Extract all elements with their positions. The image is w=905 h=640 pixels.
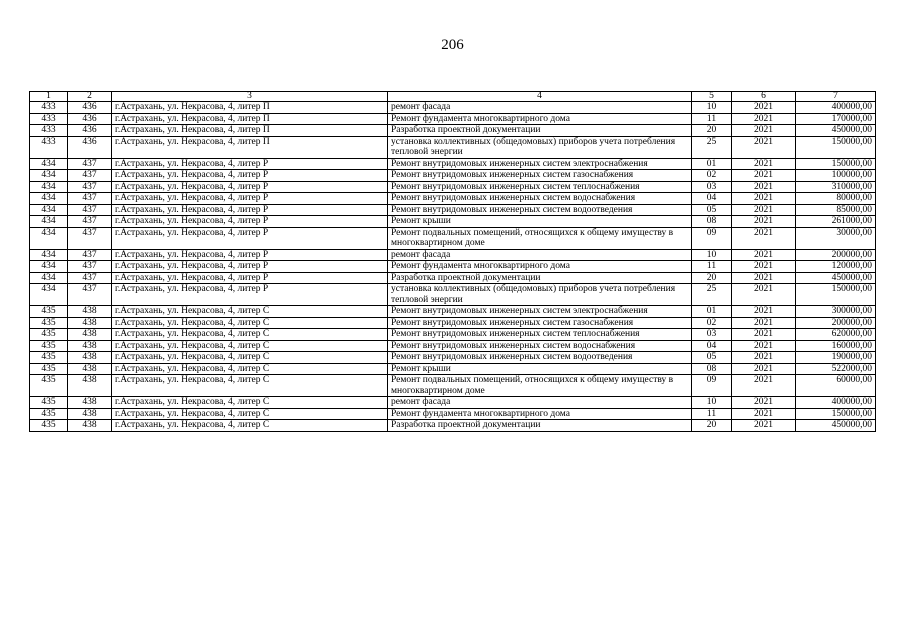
table-row	[30, 125, 876, 137]
column-header: 3	[112, 92, 388, 102]
object-number-cell: 437	[68, 249, 112, 261]
work-code-cell: 11	[692, 408, 732, 420]
address-cell: г.Астрахань, ул. Некрасова, 4, литер С	[112, 352, 388, 364]
object-number-cell: 438	[68, 340, 112, 352]
table-row	[30, 375, 876, 397]
row-number-cell: 434	[30, 272, 68, 284]
object-number-cell: 438	[68, 317, 112, 329]
table-row	[30, 340, 876, 352]
year-cell: 2021	[732, 249, 796, 261]
year-cell: 2021	[732, 136, 796, 158]
object-number-cell: 438	[68, 408, 112, 420]
row-number-cell: 435	[30, 340, 68, 352]
work-code-cell: 02	[692, 170, 732, 182]
address-cell: г.Астрахань, ул. Некрасова, 4, литер Р	[112, 227, 388, 249]
object-number-cell: 437	[68, 181, 112, 193]
year-cell: 2021	[732, 397, 796, 409]
object-number-cell: 436	[68, 125, 112, 137]
object-number-cell: 436	[68, 102, 112, 114]
address-cell: г.Астрахань, ул. Некрасова, 4, литер П	[112, 125, 388, 137]
cost-cell: 150000,00	[796, 284, 876, 306]
work-type-cell: Ремонт внутридомовых инженерных систем теплоснабжения	[388, 329, 692, 341]
year-cell: 2021	[732, 340, 796, 352]
work-type-cell: Ремонт внутридомовых инженерных систем водоотведения	[388, 204, 692, 216]
work-type-cell: установка коллективных (общедомовых) приборов учета потребления тепловой энергии	[388, 284, 692, 306]
work-code-cell: 25	[692, 136, 732, 158]
works-table	[29, 91, 876, 432]
year-cell: 2021	[732, 261, 796, 273]
work-type-cell: Ремонт фундамента многоквартирного дома	[388, 113, 692, 125]
work-code-cell: 09	[692, 227, 732, 249]
year-cell: 2021	[732, 420, 796, 432]
work-type-cell: Ремонт внутридомовых инженерных систем газоснабжения	[388, 317, 692, 329]
cost-cell: 450000,00	[796, 125, 876, 137]
address-cell: г.Астрахань, ул. Некрасова, 4, литер П	[112, 102, 388, 114]
row-number-cell: 434	[30, 216, 68, 228]
cost-cell: 522000,00	[796, 363, 876, 375]
year-cell: 2021	[732, 193, 796, 205]
work-type-cell: ремонт фасада	[388, 397, 692, 409]
object-number-cell: 436	[68, 136, 112, 158]
object-number-cell: 437	[68, 193, 112, 205]
work-type-cell: Ремонт крыши	[388, 363, 692, 375]
row-number-cell: 433	[30, 102, 68, 114]
row-number-cell: 435	[30, 329, 68, 341]
row-number-cell: 434	[30, 181, 68, 193]
column-header: 4	[388, 92, 692, 102]
work-type-cell: Ремонт фундамента многоквартирного дома	[388, 408, 692, 420]
column-header: 1	[30, 92, 68, 102]
table-row	[30, 272, 876, 284]
cost-cell: 400000,00	[796, 102, 876, 114]
work-type-cell: Ремонт внутридомовых инженерных систем теплоснабжения	[388, 181, 692, 193]
work-code-cell: 10	[692, 249, 732, 261]
address-cell: г.Астрахань, ул. Некрасова, 4, литер Р	[112, 170, 388, 182]
row-number-cell: 434	[30, 193, 68, 205]
work-type-cell: ремонт фасада	[388, 249, 692, 261]
row-number-cell: 435	[30, 397, 68, 409]
work-type-cell: Разработка проектной документации	[388, 125, 692, 137]
address-cell: г.Астрахань, ул. Некрасова, 4, литер С	[112, 408, 388, 420]
work-type-cell: Ремонт внутридомовых инженерных систем электроснабжения	[388, 306, 692, 318]
row-number-cell: 434	[30, 227, 68, 249]
row-number-cell: 433	[30, 136, 68, 158]
cost-cell: 450000,00	[796, 420, 876, 432]
year-cell: 2021	[732, 125, 796, 137]
work-type-cell: Ремонт фундамента многоквартирного дома	[388, 261, 692, 273]
work-code-cell: 03	[692, 329, 732, 341]
work-type-cell: установка коллективных (общедомовых) приборов учета потребления тепловой энергии	[388, 136, 692, 158]
row-number-cell: 435	[30, 375, 68, 397]
work-code-cell: 05	[692, 204, 732, 216]
year-cell: 2021	[732, 284, 796, 306]
work-code-cell: 11	[692, 113, 732, 125]
object-number-cell: 436	[68, 113, 112, 125]
cost-cell: 160000,00	[796, 340, 876, 352]
cost-cell: 450000,00	[796, 272, 876, 284]
address-cell: г.Астрахань, ул. Некрасова, 4, литер Р	[112, 181, 388, 193]
table-row	[30, 306, 876, 318]
work-code-cell: 04	[692, 193, 732, 205]
cost-cell: 261000,00	[796, 216, 876, 228]
cost-cell: 100000,00	[796, 170, 876, 182]
table-row	[30, 136, 876, 158]
column-header: 2	[68, 92, 112, 102]
work-code-cell: 04	[692, 340, 732, 352]
cost-cell: 150000,00	[796, 408, 876, 420]
cost-cell: 80000,00	[796, 193, 876, 205]
cost-cell: 190000,00	[796, 352, 876, 364]
cost-cell: 620000,00	[796, 329, 876, 341]
year-cell: 2021	[732, 317, 796, 329]
cost-cell: 85000,00	[796, 204, 876, 216]
address-cell: г.Астрахань, ул. Некрасова, 4, литер С	[112, 375, 388, 397]
work-code-cell: 20	[692, 272, 732, 284]
address-cell: г.Астрахань, ул. Некрасова, 4, литер С	[112, 397, 388, 409]
cost-cell: 30000,00	[796, 227, 876, 249]
object-number-cell: 437	[68, 170, 112, 182]
year-cell: 2021	[732, 158, 796, 170]
row-number-cell: 433	[30, 125, 68, 137]
address-cell: г.Астрахань, ул. Некрасова, 4, литер С	[112, 340, 388, 352]
object-number-cell: 437	[68, 216, 112, 228]
work-type-cell: Ремонт внутридомовых инженерных систем электроснабжения	[388, 158, 692, 170]
table-row	[30, 363, 876, 375]
address-cell: г.Астрахань, ул. Некрасова, 4, литер С	[112, 317, 388, 329]
work-type-cell: Разработка проектной документации	[388, 420, 692, 432]
table-row	[30, 102, 876, 114]
table-row	[30, 170, 876, 182]
year-cell: 2021	[732, 329, 796, 341]
cost-cell: 150000,00	[796, 136, 876, 158]
year-cell: 2021	[732, 170, 796, 182]
row-number-cell: 435	[30, 408, 68, 420]
object-number-cell: 437	[68, 261, 112, 273]
table-row	[30, 113, 876, 125]
year-cell: 2021	[732, 216, 796, 228]
table-row	[30, 261, 876, 273]
work-type-cell: Ремонт внутридомовых инженерных систем водоснабжения	[388, 340, 692, 352]
object-number-cell: 437	[68, 284, 112, 306]
work-type-cell: ремонт фасада	[388, 102, 692, 114]
address-cell: г.Астрахань, ул. Некрасова, 4, литер П	[112, 136, 388, 158]
cost-cell: 170000,00	[796, 113, 876, 125]
object-number-cell: 438	[68, 375, 112, 397]
cost-cell: 310000,00	[796, 181, 876, 193]
year-cell: 2021	[732, 227, 796, 249]
row-number-cell: 435	[30, 317, 68, 329]
work-type-cell: Ремонт внутридомовых инженерных систем водоснабжения	[388, 193, 692, 205]
year-cell: 2021	[732, 352, 796, 364]
object-number-cell: 438	[68, 329, 112, 341]
object-number-cell: 438	[68, 397, 112, 409]
table-row	[30, 158, 876, 170]
address-cell: г.Астрахань, ул. Некрасова, 4, литер С	[112, 306, 388, 318]
table-row	[30, 420, 876, 432]
address-cell: г.Астрахань, ул. Некрасова, 4, литер Р	[112, 193, 388, 205]
address-cell: г.Астрахань, ул. Некрасова, 4, литер Р	[112, 284, 388, 306]
work-type-cell: Ремонт крыши	[388, 216, 692, 228]
work-code-cell: 11	[692, 261, 732, 273]
table-row	[30, 249, 876, 261]
address-cell: г.Астрахань, ул. Некрасова, 4, литер Р	[112, 216, 388, 228]
address-cell: г.Астрахань, ул. Некрасова, 4, литер Р	[112, 204, 388, 216]
row-number-cell: 435	[30, 363, 68, 375]
object-number-cell: 438	[68, 420, 112, 432]
column-header: 6	[732, 92, 796, 102]
year-cell: 2021	[732, 102, 796, 114]
object-number-cell: 437	[68, 272, 112, 284]
work-code-cell: 09	[692, 375, 732, 397]
row-number-cell: 434	[30, 261, 68, 273]
address-cell: г.Астрахань, ул. Некрасова, 4, литер С	[112, 363, 388, 375]
table-header-row	[30, 92, 876, 102]
object-number-cell: 438	[68, 352, 112, 364]
work-code-cell: 10	[692, 397, 732, 409]
row-number-cell: 433	[30, 113, 68, 125]
table-row	[30, 193, 876, 205]
address-cell: г.Астрахань, ул. Некрасова, 4, литер Р	[112, 249, 388, 261]
year-cell: 2021	[732, 306, 796, 318]
table-row	[30, 317, 876, 329]
cost-cell: 300000,00	[796, 306, 876, 318]
table-row	[30, 227, 876, 249]
object-number-cell: 438	[68, 363, 112, 375]
table-row	[30, 284, 876, 306]
work-type-cell: Ремонт внутридомовых инженерных систем газоснабжения	[388, 170, 692, 182]
table-row	[30, 352, 876, 364]
year-cell: 2021	[732, 272, 796, 284]
cost-cell: 60000,00	[796, 375, 876, 397]
year-cell: 2021	[732, 375, 796, 397]
row-number-cell: 434	[30, 170, 68, 182]
table-row	[30, 408, 876, 420]
page-number: 206	[441, 37, 464, 53]
year-cell: 2021	[732, 181, 796, 193]
work-code-cell: 20	[692, 125, 732, 137]
work-code-cell: 05	[692, 352, 732, 364]
row-number-cell: 434	[30, 284, 68, 306]
column-header: 5	[692, 92, 732, 102]
work-type-cell: Ремонт подвальных помещений, относящихся к общему имуществу в многоквартирном доме	[388, 227, 692, 249]
table-row	[30, 397, 876, 409]
object-number-cell: 437	[68, 227, 112, 249]
work-type-cell: Разработка проектной документации	[388, 272, 692, 284]
cost-cell: 200000,00	[796, 249, 876, 261]
work-type-cell: Ремонт внутридомовых инженерных систем водоотведения	[388, 352, 692, 364]
year-cell: 2021	[732, 204, 796, 216]
work-code-cell: 03	[692, 181, 732, 193]
row-number-cell: 434	[30, 204, 68, 216]
work-code-cell: 01	[692, 306, 732, 318]
cost-cell: 200000,00	[796, 317, 876, 329]
cost-cell: 120000,00	[796, 261, 876, 273]
work-code-cell: 20	[692, 420, 732, 432]
table-row	[30, 204, 876, 216]
work-code-cell: 08	[692, 363, 732, 375]
work-code-cell: 25	[692, 284, 732, 306]
object-number-cell: 437	[68, 204, 112, 216]
table-row	[30, 181, 876, 193]
address-cell: г.Астрахань, ул. Некрасова, 4, литер С	[112, 420, 388, 432]
table-body	[30, 102, 876, 432]
year-cell: 2021	[732, 363, 796, 375]
address-cell: г.Астрахань, ул. Некрасова, 4, литер Р	[112, 158, 388, 170]
column-header: 7	[796, 92, 876, 102]
row-number-cell: 434	[30, 249, 68, 261]
work-code-cell: 08	[692, 216, 732, 228]
row-number-cell: 434	[30, 158, 68, 170]
address-cell: г.Астрахань, ул. Некрасова, 4, литер П	[112, 113, 388, 125]
address-cell: г.Астрахань, ул. Некрасова, 4, литер С	[112, 329, 388, 341]
year-cell: 2021	[732, 113, 796, 125]
row-number-cell: 435	[30, 420, 68, 432]
row-number-cell: 435	[30, 306, 68, 318]
work-code-cell: 02	[692, 317, 732, 329]
table-row	[30, 216, 876, 228]
address-cell: г.Астрахань, ул. Некрасова, 4, литер Р	[112, 261, 388, 273]
work-code-cell: 01	[692, 158, 732, 170]
object-number-cell: 437	[68, 158, 112, 170]
table-row	[30, 329, 876, 341]
work-code-cell: 10	[692, 102, 732, 114]
cost-cell: 150000,00	[796, 158, 876, 170]
row-number-cell: 435	[30, 352, 68, 364]
object-number-cell: 438	[68, 306, 112, 318]
year-cell: 2021	[732, 408, 796, 420]
cost-cell: 400000,00	[796, 397, 876, 409]
work-type-cell: Ремонт подвальных помещений, относящихся к общему имуществу в многоквартирном доме	[388, 375, 692, 397]
address-cell: г.Астрахань, ул. Некрасова, 4, литер Р	[112, 272, 388, 284]
